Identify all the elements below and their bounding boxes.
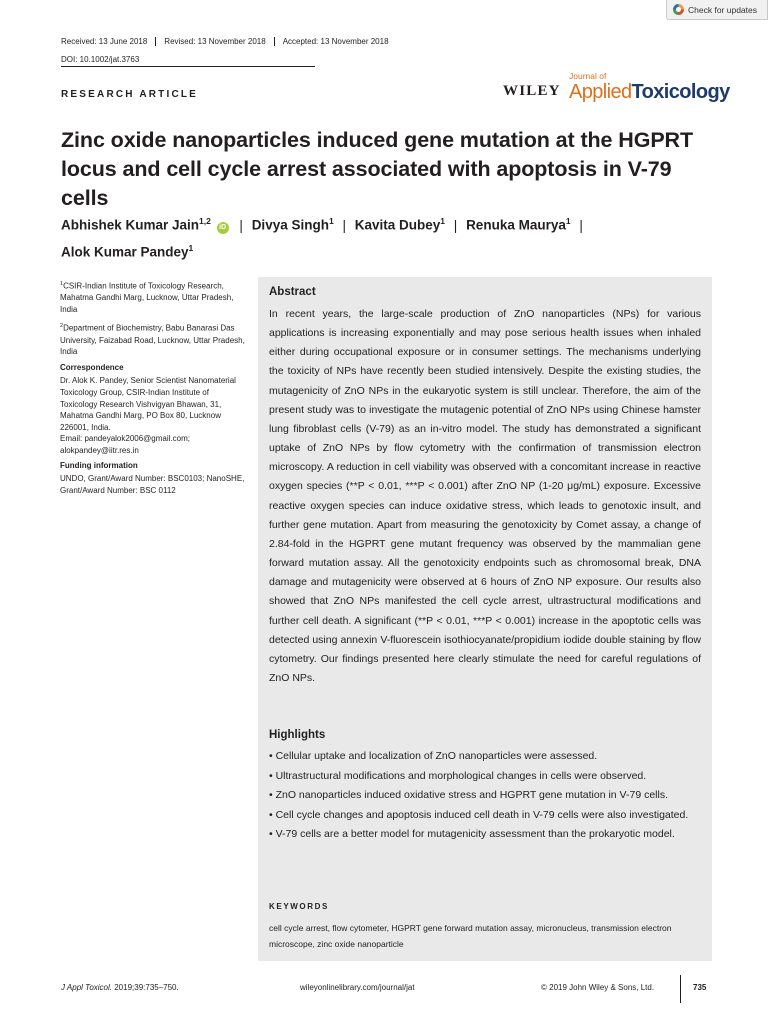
wiley-logo: WILEY [503, 83, 561, 99]
abstract-heading: Abstract [269, 286, 316, 298]
footer-journal: J Appl Toxicol. [61, 983, 112, 992]
highlight-item: • Ultrastructural modifications and morphological changes in cells were observed. [269, 769, 647, 782]
article-info-column [60, 279, 246, 498]
abstract-text: In recent years, the large-scale production of ZnO nanoparticles (NPs) for various applications is increasing exponentially and may pose serious health issues when inhaled either during occupational exposure or in consumer settings. The mechanisms underlying the toxicity of NPs have recently been studied intensively. Despite the existing studies, the mutagenicity of ZnO NPs in the eukaryotic system is still unclear. Therefore, the aim of the present study was to investigate the mutagenic potential of ZnO NPs using Chinese hamster lung fibroblast cells (V-79) as an in-vitro model. The study has demonstrated a significant uptake of ZnO NPs by flow cytometry with the confirmation of transmission electron microscopy. A reduction in cell viability was observed with a concomitant increase in reactive oxygen species (**P < 0.01, ***P < 0.001) after ZnO NP (1-20 μg/mL) exposure. Excessive reactive oxygen species can induce oxidative stress, which leads to genotoxic insult, and further gene mutation. Apart from measuring the genotoxicity by Comet assay, a change of 2.84-fold in the HGPRT gene mutant frequency was observed by the mammalian gene forward mutation assay. All the genotoxicity endpoints such as chromosomal break, DNA damage and mutagenicity were observed at 6 hours of ZnO NP exposure. Our results also showed that ZnO NPs manifested the cell cycle arrest, ultrastructural modifications and further cell death. A significant (**P < 0.01, ***P < 0.001) increase in the apoptotic cells was detected using annexin V-fluorescein isothiocyanate/propidium iodide double staining by flow cytometry. Our findings presented here clearly stimulate the need for careful regulations of ZnO NPs. [269, 308, 701, 684]
affiliation-text: CSIR-Indian Institute of Toxicology Research, Mahatma Gandhi Marg, Lucknow, Uttar Pradesh, India [60, 281, 234, 314]
received-date: Received: 13 June 2018 [61, 37, 148, 46]
highlight-item: • ZnO nanoparticles induced oxidative stress and HGPRT gene mutation in V-79 cells. [269, 789, 668, 801]
logo-journal-of: Journal of [569, 71, 607, 81]
funding-text: UNDO, Grant/Award Number: BSC0103; NanoSHE, Grant/Award Number: BSC 0112 [60, 474, 245, 495]
author-affiliation-sup: 1 [565, 216, 571, 226]
doi: DOI: 10.1002/jat.3763 [61, 55, 140, 64]
affiliation-1 [60, 279, 246, 315]
author-affiliation-sup: 1,2 [199, 216, 211, 226]
highlight-item: • Cell cycle changes and apoptosis induced cell death in V-79 cells were also investigated. [269, 808, 689, 821]
affiliation-sup: 2 [60, 323, 64, 330]
keywords-heading: KEYWORDS [269, 902, 329, 911]
footer-citation [61, 983, 179, 992]
funding-heading: Funding information [60, 460, 138, 470]
author-name[interactable]: Kavita Dubey [354, 217, 441, 233]
affiliation-2 [60, 321, 246, 357]
crossmark-icon [673, 4, 684, 15]
accepted-date: Accepted: 13 November 2018 [274, 37, 397, 46]
keywords-text: cell cycle arrest, flow cytometer, HGPRT gene forward mutation assay, micronucleus, transmission electron microscope, zinc oxide nanoparticle [269, 923, 672, 949]
correspondence-heading: Correspondence [60, 362, 124, 372]
author-name[interactable]: Abhishek Kumar Jain [61, 217, 200, 233]
author-affiliation-sup: 1 [440, 216, 446, 226]
article-title: Zinc oxide nanoparticles induced gene mutation at the HGPRT locus and cell cycle arrest associated with apoptosis in V-79 cells [61, 128, 694, 210]
author-name[interactable]: Renuka Maurya [466, 217, 566, 233]
logo-journal-name [569, 81, 730, 104]
highlight-item: • Cellular uptake and localization of ZnO nanoparticles were assessed. [269, 750, 598, 762]
abstract-box [258, 277, 712, 961]
correspondence-text: Dr. Alok K. Pandey, Senior Scientist Nanomaterial Toxicology Group, CSIR-Indian Institute of Toxicology Research Vishvigyan Bhawan, 31, Mahatma Gandhi Marg, PO Box 80, Lucknow 226001, India. [60, 376, 236, 432]
author-separator: | [239, 217, 243, 233]
author-affiliation-sup: 1 [328, 216, 334, 226]
author-list [61, 210, 661, 263]
highlights-heading: Highlights [269, 729, 326, 741]
author-affiliation-sup: 1 [188, 242, 194, 253]
article-type: RESEARCH ARTICLE [61, 89, 199, 100]
author-separator: | [342, 217, 346, 233]
page-number: 735 [680, 975, 706, 1003]
author-separator: | [579, 217, 583, 233]
author-name[interactable]: Divya Singh [251, 217, 329, 233]
author-separator: | [453, 217, 458, 233]
check-for-updates-button[interactable] [666, 0, 768, 20]
author-name[interactable]: Alok Kumar Pandey [61, 244, 189, 259]
highlights-list [269, 747, 701, 845]
correspondence-email[interactable]: Email: pandeyalok2006@gmail.com; alokpandey@iitr.res.in [60, 434, 190, 456]
header-divider [61, 66, 315, 67]
affiliation-sup: 1 [60, 281, 64, 287]
logo-toxicology: Toxicology [631, 81, 730, 103]
orcid-icon[interactable]: iD [217, 222, 229, 234]
highlight-item: • V-79 cells are a better model for mutagenicity assessment than the prokaryotic model. [269, 828, 675, 840]
article-dates [61, 37, 397, 46]
footer-volume: 2019;39:735–750. [112, 983, 179, 992]
journal-logo [503, 71, 730, 109]
affiliation-text: Department of Biochemistry, Babu Banarasi Das University, Faizabad Road, Lucknow, Uttar Pradesh, India [60, 324, 245, 357]
footer-copyright: © 2019 John Wiley & Sons, Ltd. [541, 983, 655, 992]
footer-url[interactable]: wileyonlinelibrary.com/journal/jat [300, 983, 415, 992]
logo-applied: Applied [569, 81, 632, 103]
revised-date: Revised: 13 November 2018 [155, 37, 273, 46]
check-for-updates-label: Check for updates [688, 4, 757, 15]
